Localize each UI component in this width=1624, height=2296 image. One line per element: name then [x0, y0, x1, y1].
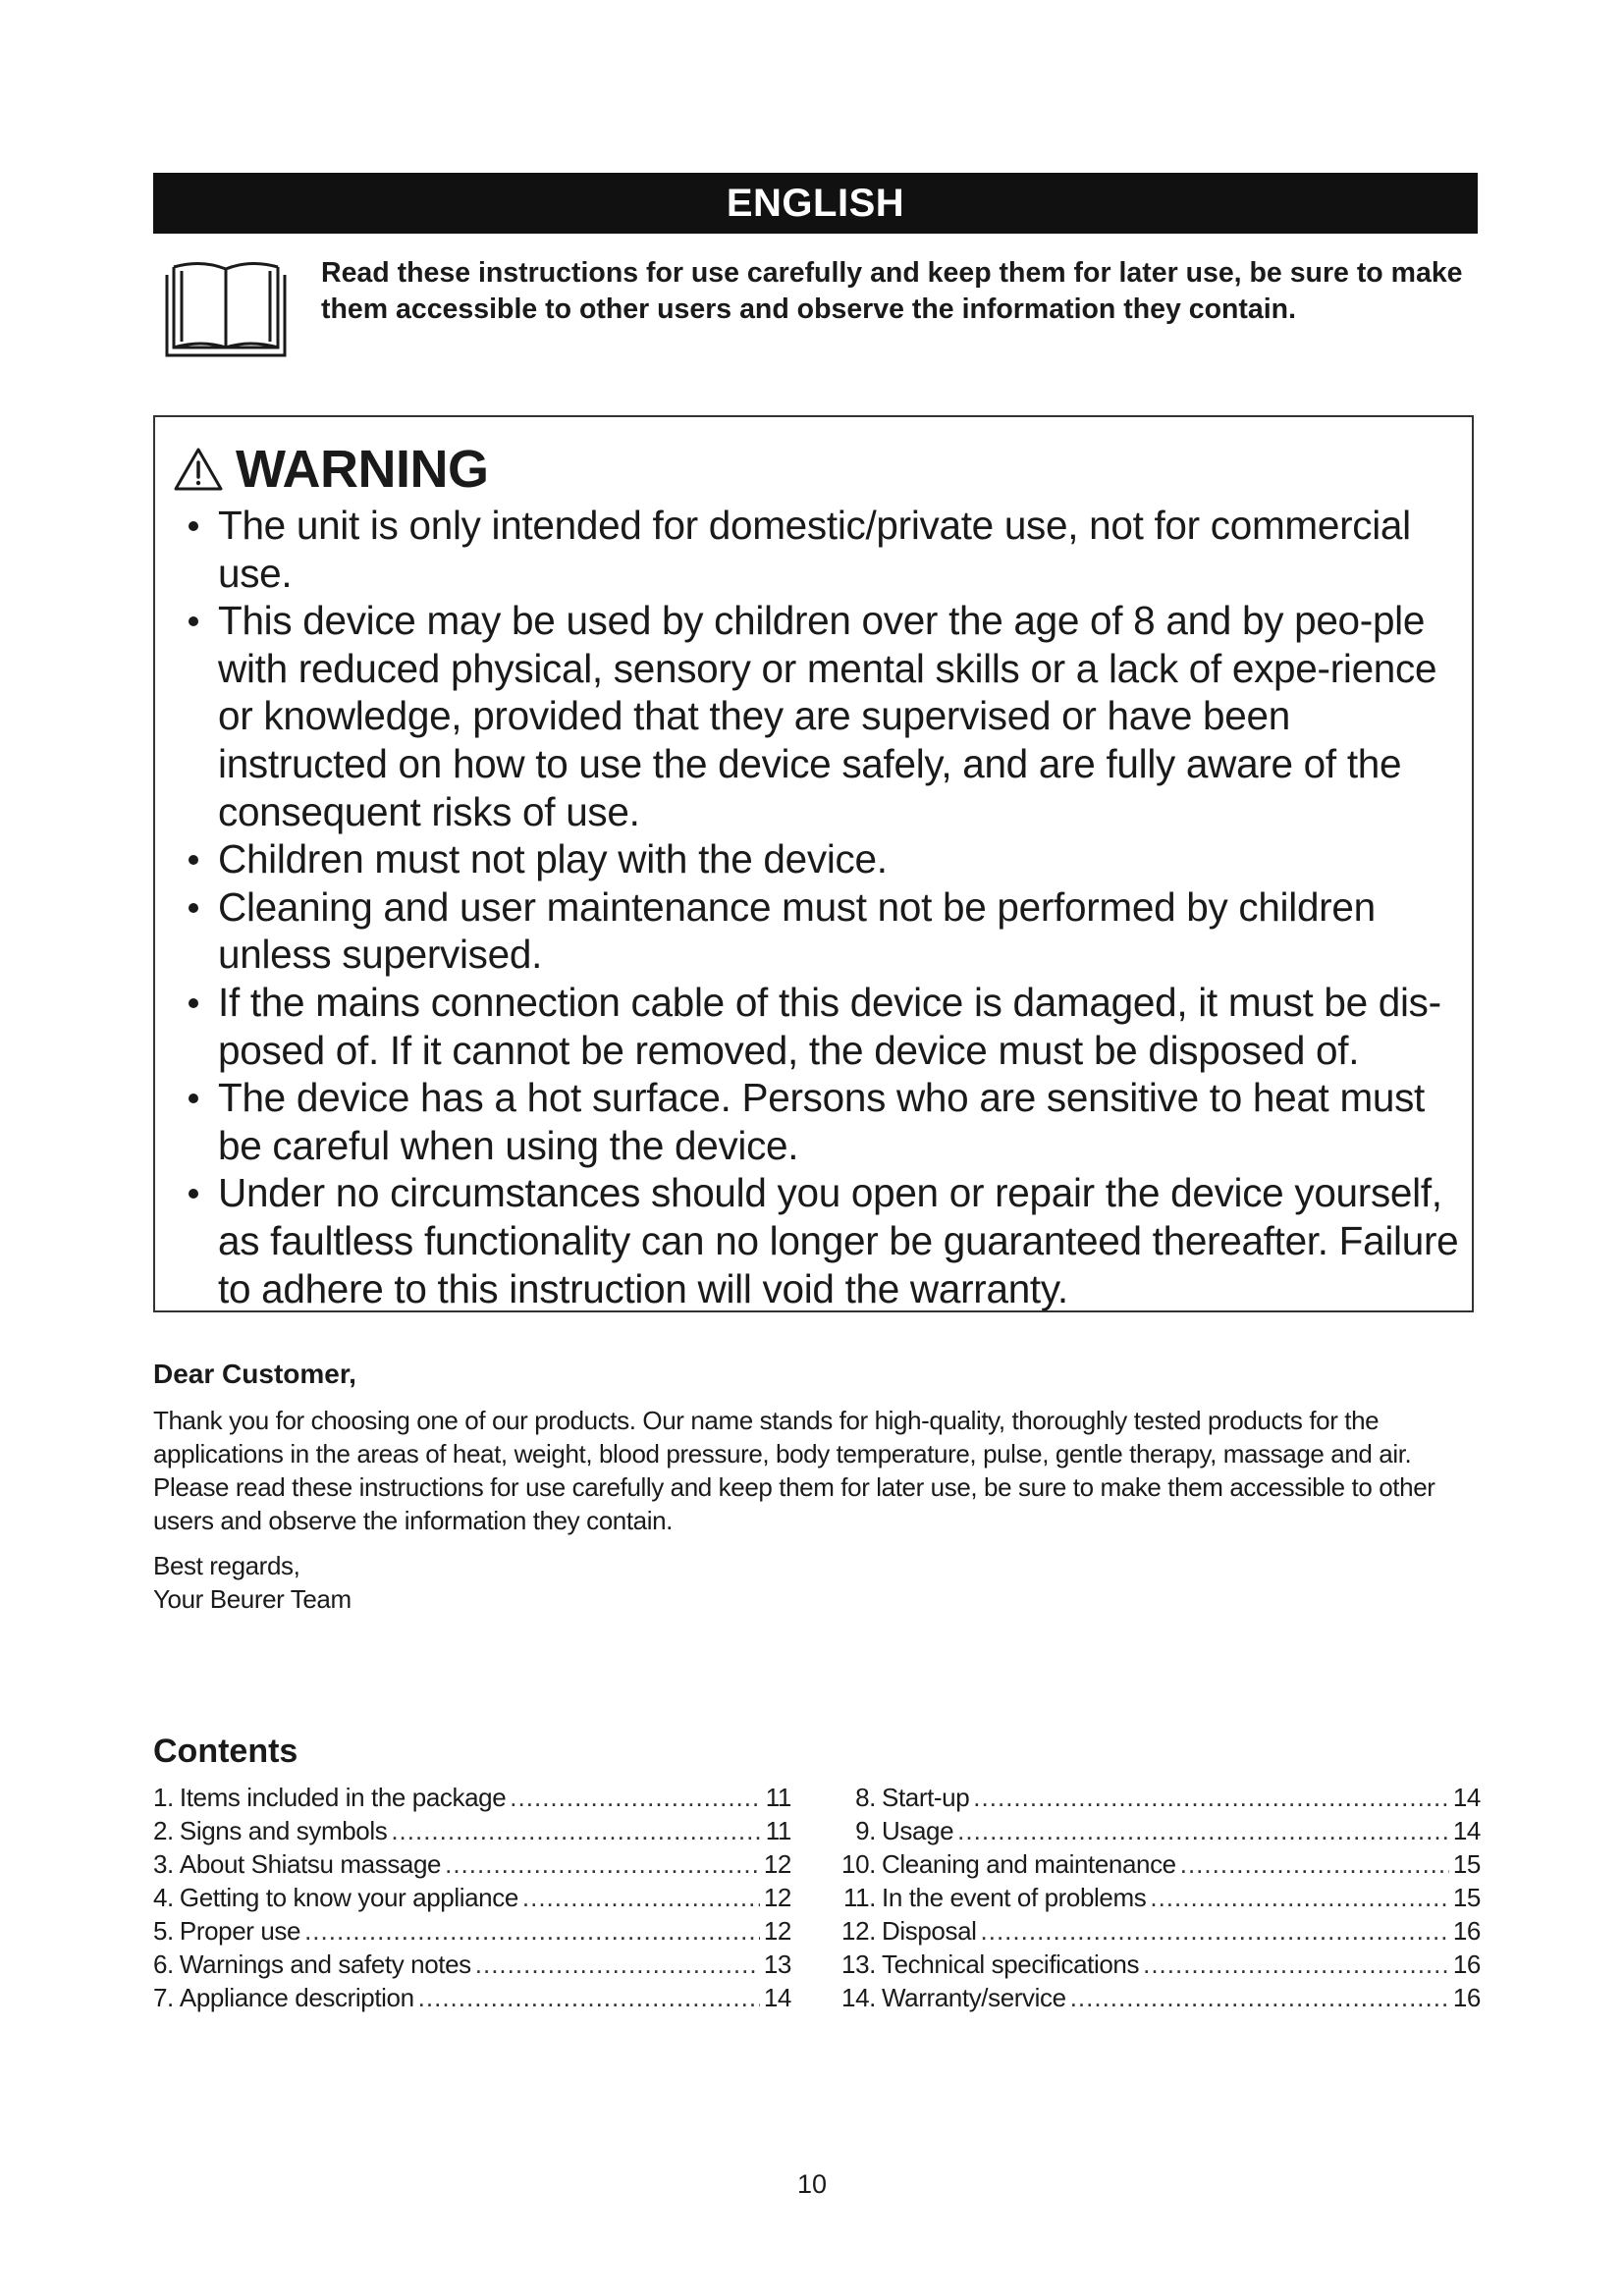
toc-page: 16 [1452, 1983, 1481, 2012]
warning-title: WARNING [236, 440, 489, 499]
toc-item[interactable] [835, 1948, 1481, 1981]
toc-label: Disposal [882, 1916, 977, 1946]
greeting-paragraph: Thank you for choosing one of our products. Our name stands for high-quality, thoroughly tested products for the applications in the areas of heat, weight, blood pressure, body temperature, pulse, gentle therapy, massage and air. [153, 1406, 1412, 1468]
toc-item[interactable] [835, 1881, 1481, 1914]
warning-item: This device may be used by children over the age of 8 and by peo-ple with reduced physical, sensory or mental skills or a lack of expe-rience or knowledge, provided that they are supervised or have been instructed on how to use the device safely, and are fully aware of the consequent risks of use. [175, 597, 1461, 835]
toc-number: 12. [841, 1916, 876, 1946]
toc-leader [1150, 1881, 1449, 1914]
toc-page: 14 [1452, 1816, 1481, 1845]
toc-page: 14 [1452, 1783, 1481, 1812]
toc-number: 6. [153, 1949, 174, 1979]
intro-text: Read these instructions for use carefully and keep them for later use, be sure to make them accessible to other users and observe the information they contain. [321, 257, 1463, 325]
warning-item: Under no circumstances should you open or repair the device yourself, as faultless functionality can no longer be guaranteed thereafter. Failure to adhere to this instruction will void the warranty. [175, 1169, 1461, 1312]
page-number: 10 [796, 2169, 828, 2199]
toc-number: 13. [841, 1949, 876, 1979]
toc-leader [981, 1914, 1449, 1948]
toc-item[interactable] [153, 1981, 791, 2014]
toc-page: 11 [765, 1816, 791, 1845]
toc-number: 3. [153, 1849, 174, 1879]
toc-number: 1. [153, 1783, 174, 1812]
toc-leader [510, 1781, 762, 1814]
warning-item: The device has a hot surface. Persons who are sensitive to heat must be careful when using the device. [175, 1074, 1461, 1169]
toc-page: 12 [763, 1849, 791, 1879]
toc-page: 12 [763, 1883, 791, 1912]
toc-leader [304, 1914, 760, 1948]
toc-item[interactable] [835, 1981, 1481, 2014]
toc-page: 15 [1452, 1883, 1481, 1912]
open-book-icon [162, 257, 290, 365]
toc-column-right [835, 1781, 1481, 2014]
warning-item: Children must not play with the device. [175, 835, 1461, 883]
toc-number: 5. [153, 1916, 174, 1946]
intro-notice [162, 255, 1478, 373]
toc-label: Technical specifications [882, 1949, 1140, 1979]
toc-label: Usage [882, 1816, 954, 1845]
toc-leader [475, 1948, 760, 1981]
warning-item: The unit is only intended for domestic/private use, not for commercial use. [175, 502, 1461, 597]
language-banner [153, 173, 1478, 234]
toc-label: Signs and symbols [179, 1816, 388, 1845]
toc-label: Warranty/service [882, 1983, 1066, 2012]
toc-page: 16 [1452, 1916, 1481, 1946]
greeting-signature: Your Beurer Team [153, 1584, 352, 1614]
toc-label: Items included in the package [179, 1783, 507, 1812]
toc-page: 14 [763, 1983, 791, 2012]
toc-label: Cleaning and maintenance [882, 1849, 1176, 1879]
toc-item[interactable] [153, 1948, 791, 1981]
toc-item[interactable] [835, 1847, 1481, 1881]
toc-label: In the event of problems [882, 1883, 1147, 1912]
toc-item[interactable] [835, 1914, 1481, 1948]
toc-number: 2. [153, 1816, 174, 1845]
warning-box [153, 415, 1474, 1312]
toc-item[interactable] [153, 1814, 791, 1847]
toc-page: 11 [765, 1783, 791, 1812]
toc-number: 14. [841, 1983, 876, 2012]
toc-leader [957, 1814, 1449, 1847]
toc-number: 8. [855, 1783, 876, 1812]
toc-item[interactable] [153, 1881, 791, 1914]
toc-item[interactable] [153, 1781, 791, 1814]
toc-leader [1070, 1981, 1449, 2014]
toc-leader [1180, 1847, 1449, 1881]
toc-leader [418, 1981, 760, 2014]
toc-leader [445, 1847, 760, 1881]
toc-leader [1143, 1948, 1449, 1981]
toc-number: 9. [855, 1816, 876, 1845]
language-label: ENGLISH [726, 182, 905, 225]
toc-label: Getting to know your appliance [179, 1883, 518, 1912]
warning-item: Cleaning and user maintenance must not be performed by children unless supervised. [175, 883, 1461, 979]
toc-page: 12 [763, 1916, 791, 1946]
toc-item[interactable] [835, 1814, 1481, 1847]
toc-label: Warnings and safety notes [179, 1949, 471, 1979]
toc-label: Start-up [882, 1783, 970, 1812]
toc-column-left [153, 1781, 791, 2014]
warning-list [175, 502, 1461, 1312]
toc-leader [973, 1781, 1449, 1814]
toc-label: About Shiatsu massage [179, 1849, 442, 1879]
toc-item[interactable] [153, 1847, 791, 1881]
contents-title: Contents [153, 1733, 298, 1770]
toc-item[interactable] [835, 1781, 1481, 1814]
toc-page: 13 [763, 1949, 791, 1979]
toc-label: Proper use [179, 1916, 301, 1946]
toc-number: 11. [842, 1883, 876, 1912]
warning-triangle-icon [173, 447, 224, 492]
customer-greeting [153, 1357, 1481, 1616]
toc-leader [391, 1814, 761, 1847]
toc-label: Appliance description [179, 1983, 414, 2012]
toc-number: 7. [153, 1983, 174, 2012]
toc-leader [522, 1881, 760, 1914]
toc-page: 16 [1452, 1949, 1481, 1979]
warning-item: If the mains connection cable of this device is damaged, it must be dis-posed of. If it cannot be removed, the device must be disposed of. [175, 979, 1461, 1074]
toc-item[interactable] [153, 1914, 791, 1948]
toc-page: 15 [1452, 1849, 1481, 1879]
toc-number: 10. [841, 1849, 876, 1879]
toc-number: 4. [153, 1883, 174, 1912]
greeting-closing: Best regards, [153, 1551, 300, 1580]
greeting-paragraph: Please read these instructions for use carefully and keep them for later use, be sure to make them accessible to other users and observe the information they contain. [153, 1472, 1435, 1535]
warning-heading [173, 435, 488, 504]
greeting-title: Dear Customer, [153, 1359, 356, 1389]
